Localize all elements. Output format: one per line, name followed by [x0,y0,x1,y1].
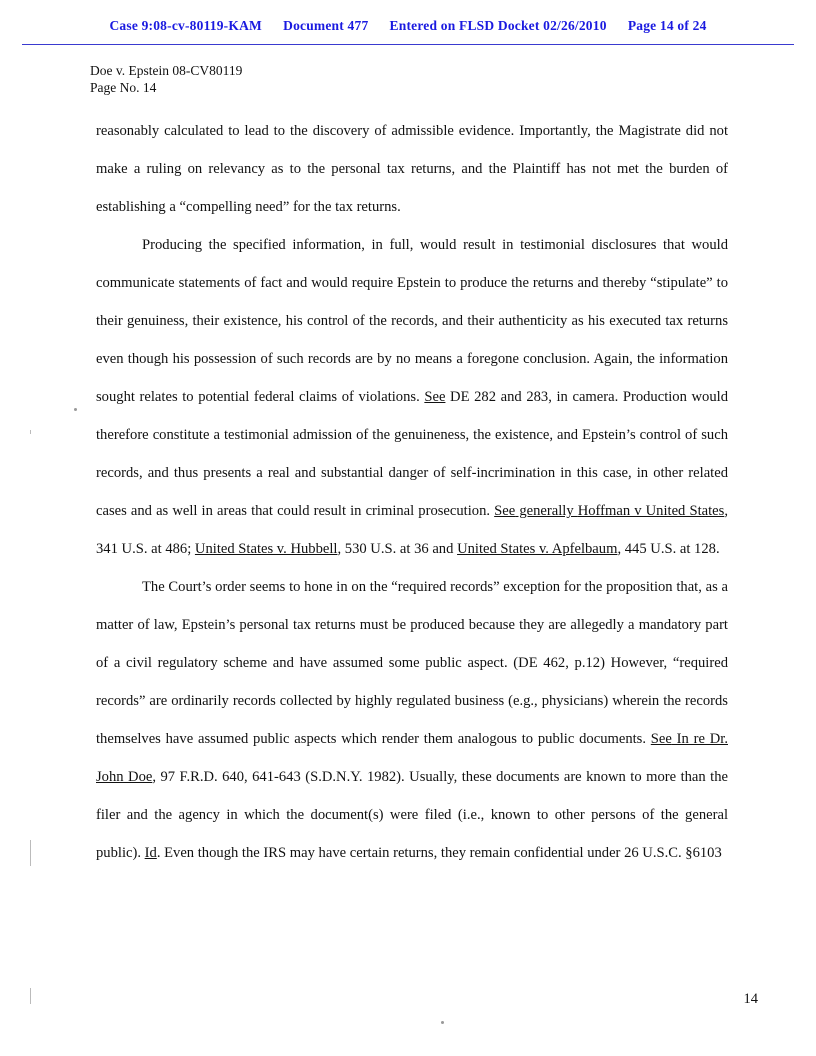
paragraph-2-text-d: , 530 U.S. at 36 and [337,541,458,557]
paragraph-3-text-c: . Even though the IRS may have certain returns, they remain confidential under 26 U.S.C. §6103 [156,845,722,861]
paragraph-3 [96,568,728,872]
signal-see-1: See [424,389,446,405]
binding-mark-low [30,988,31,1004]
footer-page-number: 14 [743,991,758,1007]
paragraph-3-text-a: The Court’s order seems to hone in on the “required records” exception for the proposition that, as a matter of law, Epstein’s personal tax returns must be produced because they are allegedly a mandatory part of a civil regulatory scheme and have assumed some public aspect. (DE 462, p.12) However, “required records” are ordinarily records collected by highly regulated business (e.g., physicians) wherein the records themselves have assumed public aspects which render them analogous to public documents. [96,579,728,747]
ecf-page-label: Page 14 of 24 [627,18,707,33]
citation-id: Id [144,845,157,861]
caption-page-no: Page No. 14 [90,80,157,95]
paragraph-2-text-b: DE 282 and 283, in camera. Production would therefore constitute a testimonial admission of the genuineness, the existence, and Epstein’s control of such records, and thus presents a real and substantial danger of self-incrimination in this case, in other related cases and as well in areas that could result in criminal prosecution. [96,389,729,519]
ecf-document-number: Document 477 [283,18,369,33]
case-caption [90,62,242,96]
signal-generally: generally [515,503,578,519]
citation-apfelbaum: United States v. Apfelbaum [457,541,618,557]
ecf-case-number: Case 9:08-cv-80119-KAM [109,18,262,33]
ecf-header-stamp [0,18,816,34]
signal-see-2: See [494,503,516,519]
binding-mark-top [30,430,31,434]
scan-speck [74,408,77,411]
scan-speck-2 [441,1021,444,1024]
caption-case-name: Doe v. Epstein 08-CV80119 [90,63,243,78]
citation-hubbell: United States v. Hubbell [194,541,338,557]
header-divider [22,44,794,45]
paragraph-2-text-c: , 341 U.S. at 486; [96,503,728,557]
paragraph-2-text-e: , 445 U.S. at 128. [617,541,720,557]
paragraph-2 [96,226,728,568]
citation-in-re-dr-john-doe: In re Dr. John Doe [96,731,728,785]
binding-mark-mid [30,840,31,866]
signal-see-3: See [650,731,672,747]
paragraph-1-text: reasonably calculated to lead to the discovery of admissible evidence. Importantly, the Magistrate did not make a ruling on relevancy as to the personal tax returns, and the Plaintiff has not met the burden of establishing a “compelling need” for the tax returns. [96,123,728,215]
citation-hoffman: Hoffman v United States [577,503,725,519]
paragraph-2-text-a: Producing the specified information, in full, would result in testimonial disclosures that would communicate statements of fact and would require Epstein to produce the returns and thereby “stipulate” to their genuiness, their existence, his control of the records, and their authenticity as his executed tax returns even though his possession of such records are by no means a foregone conclusion. Again, the information sought relates to potential federal claims of violations. [96,237,728,405]
document-body [96,112,728,872]
paragraph-1 [96,112,728,226]
paragraph-3-text-b: , 97 F.R.D. 640, 641-643 (S.D.N.Y. 1982). Usually, these documents are known to more than the filer and the agency in which the document(s) were filed (i.e., known to other persons of the general public). [96,769,728,861]
ecf-docket-entry: Entered on FLSD Docket 02/26/2010 [389,18,607,33]
